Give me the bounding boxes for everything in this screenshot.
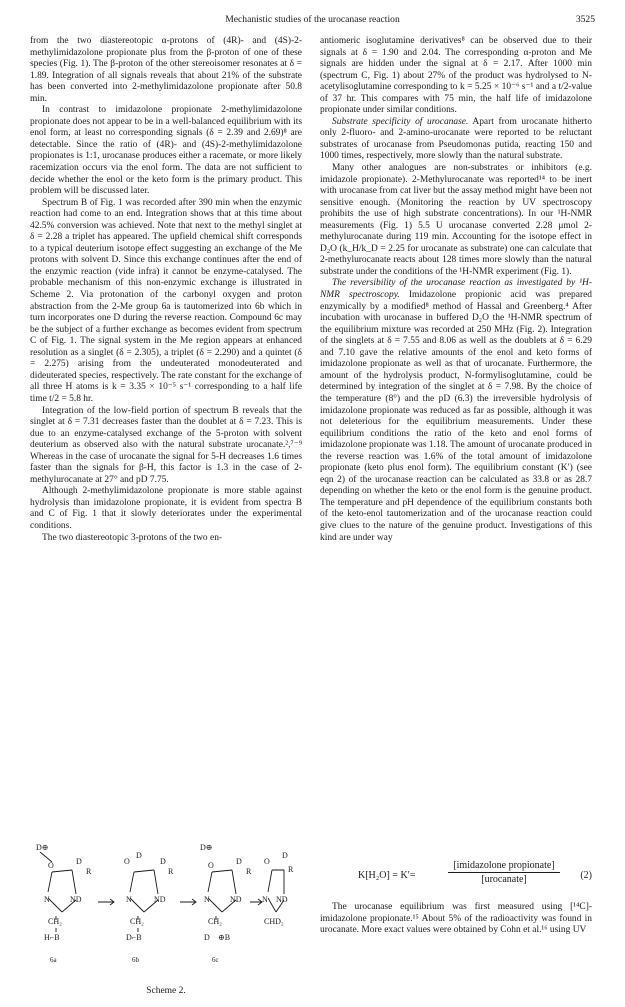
section-lead: The reversibility of the urocanase reaction as investigated by ¹H-NMR spectroscopy. <box>320 278 592 301</box>
atom-label: O <box>48 861 54 870</box>
paragraph: Integration of the low-field portion of spectrum B reveals that the singlet at δ = 7.31 decreases faster than the doublet at δ = 7.23. This is due to an enzyme-catalysed exchange of the 5-proton with solvent deuterium as observed also with the natural substrate urocanate.²,⁷⁻⁹ Whereas in the case of urocanate the signal for 5-H decreases 1.6 times faster than the signals for β-H, this factor is 1.3 in the case of 2-methylurocanate at 27° and pD 7.75. <box>30 405 302 485</box>
section-lead: Substrate specificity of urocanase. <box>332 116 469 127</box>
running-title: Mechanistic studies of the urocanase reaction <box>225 14 400 25</box>
right-column <box>320 36 592 544</box>
atom-label: R <box>86 867 92 876</box>
atom-label: N <box>126 895 132 904</box>
equation-denominator: [urocanate] <box>481 874 527 885</box>
equation-2 <box>320 860 592 894</box>
atom-label: D <box>236 857 242 866</box>
atom-label: O <box>208 861 214 870</box>
paragraph: In contrast to imidazolone propionate 2-methylimidazolone propionate does not appear to be in a well-balanced equilibrium with its enol form, at least no corresponding signals (δ = 2.39 and 2.69)⁸ are detectable. Since the ratio of (4R)- and (4S)-2-methylimidazolone propionates is 1:1, urocanase produces either a racemate, or more likely racemization occurs via the enol form. The data are not sufficient to decide whether the enol or the keto form is the primary product. This problem will be discussed later. <box>30 105 302 197</box>
paragraph: antiomeric isoglutamine derivatives⁸ can be observed due to their signals at δ = 1.90 and 2.04. The corresponding α-proton and Me signals are hidden under the signal at δ = 2.17. After 1000 min (spectrum C, Fig. 1) about 27% of the product was hydrolysed to N-acetylisoglutamine corresponding to k = 5.25 × 10⁻⁶ s⁻¹ and a t/2-value of 37 hr. This compares with 75 min, the half life of imidazolone propionate under similar conditions. <box>320 36 592 116</box>
equation-number: (2) <box>580 870 592 881</box>
atom-label: D <box>76 857 82 866</box>
paragraph <box>320 278 592 544</box>
final-product <box>262 851 294 926</box>
atom-label: N <box>204 895 210 904</box>
atom-label: CH₂ <box>208 917 222 926</box>
compound-label: 6a <box>50 956 57 964</box>
atom-label: ⊕B <box>218 933 231 942</box>
running-header <box>30 14 595 30</box>
paragraph: Although 2-methylimidazolone propionate is more stable against hydrolysis than imidazolone propionate, it is evident from spectra B and C of Fig. 1 that it slowly deteriorates under the experimental conditions. <box>30 486 302 531</box>
paragraph: from the two diastereotopic α-protons of (4R)- and (4S)-2-methylimidazolone propionate plus from the β-proton of one of these species (Fig. 1). The β-proton of the other stereoisomer resonates at δ = 1.89. Integration of all signals reveals that about 21% of the substrate has been converted into 2-methylimidazolone propionate after 50.8 min. <box>30 36 302 104</box>
reaction-arrow <box>250 899 262 905</box>
atom-label: CHD₂ <box>264 917 284 926</box>
atom-label: ND <box>154 895 166 904</box>
atom-label: ND <box>70 895 82 904</box>
atom-label: O <box>124 857 130 866</box>
atom-label: D <box>204 933 210 942</box>
atom-label: R <box>246 867 252 876</box>
atom-label: R <box>168 867 174 876</box>
atom-label: CH₂ <box>130 917 144 926</box>
atom-label: D <box>282 851 288 860</box>
paragraph: Spectrum B of Fig. 1 was recorded after 390 min when the enzymic reaction had come to an end. Integration shows that at this time about 42.5% conversion was achieved. Note that next to the methyl singlet at δ = 2.28 a triplet has appeared. The upfield chemical shift corresponds to a typical deuterium isotope effect suggesting an exchange of the Me protons with solvent D. Since this exchange continues after the end of the enzymic reaction (vide infra) it cannot be enzyme-catalysed. The probable mechanism of this non-enzymic exchange is illustrated in Scheme 2. Via protonation of the carbonyl oxygen and proton abstraction from the 2-Me group 6a is tautomerized into 6b which in turn incorporates one D during the reverse reaction. Compound 6c may be the subject of a further exchange as becomes evident from spectrum C of Fig. 1. The signal system in the Me region appears at enhanced resolution as a singlet (δ = 2.305), a triplet (δ = 2.290) and a quintet (δ = 2.275) arising from the undeuterated monodeuterated and dideuterated species, respectively. The rate constant for the exchange of all three H atoms is k = 3.35 × 10⁻⁵ s⁻¹ corresponding to a half life time t/2 = 5.8 hr. <box>30 197 302 404</box>
atom-label: ND <box>276 895 288 904</box>
scheme-caption: Scheme 2. <box>146 986 186 996</box>
equation-lhs: K[H₂O] = K′= <box>358 870 416 881</box>
paragraph-body: Imidazolone propionic acid was prepared enzymically by a modified⁸ method of Hassal and Greenberg.⁴ After incubation with urocanase in buffered D₂O the ¹H-NMR spectrum of the equilibrium mixture was recorded at 250 MHz (Fig. 2). Integration of the singlets at δ = 7.55 and 8.06 as well as the doublets at δ = 6.29 and 7.10 gave the relative amounts of the enol and keto forms of imidazolone propionate as well as that of urocanate. Furthermore, the amount of the hydrolysis product, N-formylisoglutamine, could be determined by integration of the singlet at δ = 7.98. By the choice of the temperature (8°) and the pD (6.3) the irreversible hydrolysis of imidazolone propionate was reduced as far as possible, although it was not deleterious for the equilibrium measurements. Under these equilibrium conditions the ratio of the keto and enol forms of imidazolone propionate was 1.18. The amount of urocanate produced in the reverse reaction was 1.6% of the total amount of imidazolone propionate (keto plus enol form). The equilibrium constant (K′) (see eqn 2) of the urocanase reaction can be calculated as 33.8 or as 28.7 depending on whether the keto or the enol form is the genuine product. The temperature and pH dependence of the equilibrium constants both of the keto-enol tautomerization and of the urocanase reaction could give clues to the nature of the genuine product. Investigations of this kind are under way <box>320 290 592 543</box>
right-column-continued <box>320 902 592 937</box>
atom-label: O <box>264 857 270 866</box>
atom-label: N <box>44 895 50 904</box>
atom-label: CH₂ <box>48 917 62 926</box>
paragraph-body: Apart from urocanate hitherto only 2-fluoro- and 2-amino-urocanate were reported to be reluctant substrates of urocanase from Pseudomonas putida, reacting 150 and 1000 times, respectively, more slowly than the natural substrate. <box>320 116 593 162</box>
page-number: 3525 <box>575 14 595 25</box>
paragraph: The two diastereotopic 3-protons of the two en- <box>42 532 223 543</box>
atom-label: D <box>136 851 142 860</box>
compound-6a <box>36 843 92 964</box>
paragraph <box>320 117 592 163</box>
compound-6c <box>200 843 252 964</box>
atom-label: N <box>262 895 268 904</box>
compound-label: 6b <box>132 956 139 964</box>
equation-numerator: [imidazolone propionate] <box>448 860 560 873</box>
paragraph: Many other analogues are non-substrates or inhibitors (e.g. imidazole propionate). 2-Methylurocanate was reported¹⁴ to be inert with urocanase from cat liver but the assay method might have been not sensitive enough. (Monitoring the reaction by UV spectroscopy prohibits the use of high substrate concentrations). In our ¹H-NMR measurements (Fig. 1) 5.5 U urocanase converted 2.28 μmol 2-methylurocanate during 119 min. Accounting for the isotope effect in D₂O (k_H/k_D = 2.25 for urocanate as substrate) one can calculate that 2-methylurocanate reacts about 128 times more slowly than the natural substrate under the conditions of the ¹H-NMR experiment (Fig. 1). <box>320 163 592 277</box>
scheme-2-diagram <box>36 840 296 990</box>
compound-6b <box>124 851 174 964</box>
atom-label: D⊕ <box>200 843 213 852</box>
left-column <box>30 36 302 544</box>
equation-fraction <box>448 860 560 885</box>
paragraph: The urocanase equilibrium was first measured using [¹⁴C]-imidazolone propionate.¹⁵ About 5% of the radioactivity was found in urocanate. More exact values were obtained by Cohn et al.¹⁶ using UV <box>320 902 592 936</box>
atom-label: ND <box>230 895 242 904</box>
atom-label: D⌐B <box>126 933 142 942</box>
atom-label: D⊕ <box>36 843 49 852</box>
reaction-arrow <box>98 899 114 905</box>
reaction-arrow <box>180 899 196 905</box>
atom-label: H⌐B <box>44 933 60 942</box>
compound-label: 6c <box>212 956 219 964</box>
atom-label: D <box>160 857 166 866</box>
atom-label: R <box>288 865 294 874</box>
